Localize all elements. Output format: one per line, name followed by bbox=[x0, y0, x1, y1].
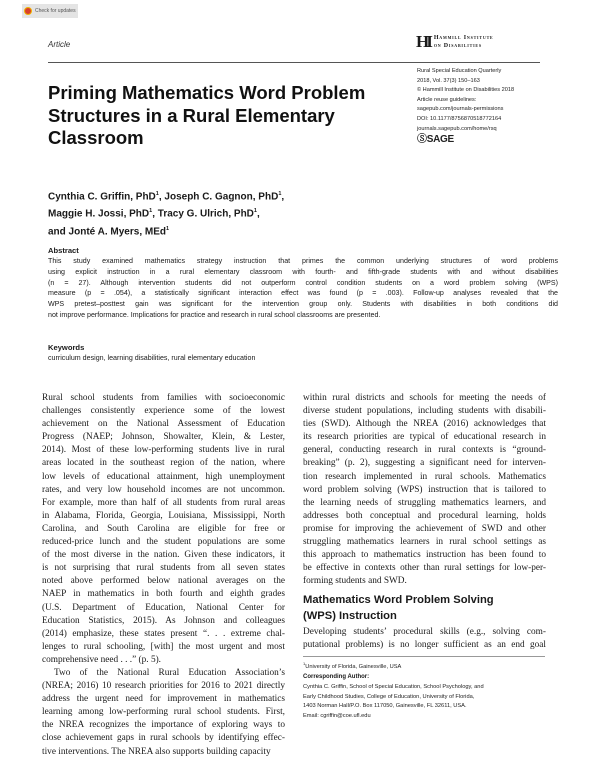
abstract-line: not improve performance. Implications for practice and research in rural school classrooms are presented. bbox=[48, 310, 381, 319]
body-line: word problem solving (WPS) instruction that is tailored to bbox=[303, 484, 546, 495]
body-line: forming students and SWD. bbox=[303, 576, 407, 587]
corresponding-author-details bbox=[303, 683, 484, 722]
body-line: (NREA; 2016) 10 research priorities for 2016 to 2021 directly bbox=[42, 681, 285, 692]
section-heading bbox=[303, 593, 553, 624]
body-line: in Alabama, Florida, Georgia, Louisiana, Mississippi, North bbox=[42, 510, 285, 521]
keywords-heading: Keywords bbox=[48, 343, 85, 352]
body-line: within rural districts and schools for meeting the needs of bbox=[303, 393, 546, 403]
corresponding-email[interactable]: Email: cgriffin@coe.ufl.edu bbox=[303, 713, 371, 720]
author-name: Tracy G. Ulrich, PhD bbox=[157, 208, 254, 220]
section-body bbox=[303, 626, 546, 652]
journal-volume: 2018, Vol. 37(3) 150–163 bbox=[417, 77, 480, 84]
article-title bbox=[48, 82, 378, 150]
body-line: challenges consistently experience some of the lowest bbox=[42, 406, 285, 417]
body-line: of the most diverse in the nation. Given these indicators, it bbox=[42, 550, 285, 561]
body-line: learning among low-performing rural school students. First, bbox=[42, 707, 285, 718]
hammill-institute-logo bbox=[416, 33, 494, 50]
body-line: be effective in contexts other than rural settings for low-per- bbox=[303, 563, 546, 574]
body-line: low levels of educational attainment, high unemployment bbox=[42, 471, 285, 482]
reuse-label: Article reuse guidelines: bbox=[417, 96, 477, 103]
article-type-label: Article bbox=[48, 40, 71, 49]
sage-logo: ⓈSAGE bbox=[417, 134, 454, 146]
corresponding-line: Early Childhood Studies, College of Education, University of Florida, bbox=[303, 693, 475, 700]
author-name: Cynthia C. Griffin, PhD bbox=[48, 191, 156, 203]
body-line: lenges to rural schooling, [with] the most urgent and most bbox=[42, 641, 285, 652]
abstract-line: This study examined mathematics strategy instruction that primes the common underlying structures of word problems bbox=[48, 257, 558, 265]
journal-name: Rural Special Education Quarterly bbox=[417, 68, 502, 74]
hi-logo-mark: HI bbox=[416, 32, 430, 51]
affiliation-footnote: $^1$University of Florida, Gainesville, USA bbox=[303, 661, 402, 670]
title-line: Classroom bbox=[48, 127, 144, 148]
body-line: tive interventions. The NREA also supports building capacity bbox=[42, 746, 271, 757]
body-line: Developing students’ procedural skills (e.g., solving com- bbox=[303, 627, 546, 637]
section-heading-line: Mathematics Word Problem Solving bbox=[303, 594, 494, 606]
body-line: is not surprising that rural students from all seven states bbox=[42, 563, 285, 574]
body-line: Rural school students from families with socioeconomic bbox=[42, 393, 285, 403]
section-heading-line: (WPS) Instruction bbox=[303, 609, 397, 622]
body-line: diverse student populations, including students with disabili- bbox=[303, 406, 546, 417]
body-line: For example, more than half of all students from rural areas bbox=[42, 497, 285, 508]
body-line: achievement on the National Assessment of Education bbox=[42, 419, 285, 430]
abstract-line: using explicit instruction in a rural elementary classroom with fourth- and fifth-grade students with and without disabilities bbox=[48, 267, 558, 276]
body-line: Progress (NAEP; Johnson, Showalter, Klein, & Lester, bbox=[42, 432, 285, 443]
body-line: close achievement gaps in rural schools by identifying effec- bbox=[42, 733, 285, 744]
permissions-link[interactable]: sagepub.com/journals-permissions bbox=[417, 106, 504, 113]
journal-meta bbox=[417, 67, 514, 145]
title-line: Priming Mathematics Word Problem bbox=[48, 82, 366, 103]
body-line: Two of the National Rural Education Association’s bbox=[54, 667, 285, 678]
body-line: its research priorities are typical of educational research in bbox=[303, 432, 546, 443]
update-icon bbox=[24, 7, 32, 15]
body-line: Carolina, and South Carolina are eligible for free or bbox=[42, 523, 285, 534]
copyright: © Hammill Institute on Disabilities 2018 bbox=[417, 87, 515, 94]
abstract-line: measure (p = .054), a statistically significant interaction effect was found (p = .003). Follow-up analyses revealed that the bbox=[48, 289, 558, 298]
body-line: NAEP in mathematics in both fourth and eighth grades bbox=[42, 589, 285, 600]
body-line: general, conducting research in rural contexts is “ground- bbox=[303, 445, 546, 456]
body-column-left bbox=[42, 392, 285, 759]
author-name: Maggie H. Jossi, PhD bbox=[48, 208, 150, 220]
body-line: reduced-price lunch and the student populations are some bbox=[42, 537, 285, 548]
corresponding-line: 1403 Norman Hall/P.O. Box 117050, Gainesville, FL 32611, USA. bbox=[303, 703, 467, 710]
body-line: Education Statistics, 2015). As Johnson and colleagues bbox=[42, 615, 285, 626]
body-line: promise for improving the achievement of SWD and other bbox=[303, 523, 546, 534]
body-line: breaking” (p. 2), suggesting a significant need for interven- bbox=[303, 458, 546, 469]
journal-link[interactable]: journals.sagepub.com/home/rsq bbox=[417, 125, 497, 132]
body-line: addresses both conceptual and procedural learning, holds bbox=[303, 510, 546, 521]
body-line: (U.S. Department of Education, National Center for bbox=[42, 602, 285, 613]
body-line: rates, and very low household incomes are not uncommon. bbox=[42, 484, 285, 495]
body-column-right bbox=[303, 392, 546, 588]
body-line: address the urgent need for improvement in mathematics bbox=[42, 694, 285, 705]
body-line: areas located in the southeast region of the nation, where bbox=[42, 458, 285, 469]
keywords-text: curriculum design, learning disabilities, rural elementary education bbox=[48, 354, 256, 362]
footnote-rule bbox=[303, 656, 545, 657]
logo-line-2: on Disabilities bbox=[433, 42, 482, 49]
check-for-updates-badge[interactable] bbox=[22, 4, 78, 18]
body-line: the NREA recognizes the importance of exploring ways to bbox=[42, 720, 285, 731]
abstract-line: (n = 27). Although intervention students did not outperform control condition students on a word problem solving (WPS) bbox=[48, 278, 558, 287]
body-line: ties (SWD). Although the NREA (2016) acknowledges that bbox=[303, 419, 546, 430]
author-list: Cynthia C. Griffin, PhD$^1$, Joseph C. Gagnon, PhD$^1$, Maggie H. Jossi, PhD$^1$, Tracy G. Ulrich, PhD$^1$, and Jonté A. Myers, MEd$^1$ bbox=[48, 191, 285, 237]
header-rule bbox=[48, 62, 540, 63]
corresponding-author-heading: Corresponding Author: bbox=[303, 674, 370, 680]
abstract-line: WPS pretest–posttest gain was significant for the intervention group only. Students with disabilities in both conditions did bbox=[48, 300, 558, 309]
body-line: noted above performed below national averages on the bbox=[42, 576, 285, 587]
body-line: comprehensive need . . .” (p. 5). bbox=[42, 654, 162, 665]
body-line: the learning needs of struggling mathematics learners, and bbox=[303, 497, 546, 508]
doi[interactable]: DOI: 10.1177/8756870518772164 bbox=[417, 115, 502, 122]
body-line: (2014) emphasize, these states present “. . . extreme chal- bbox=[42, 628, 285, 639]
check-for-updates-label: Check for updates bbox=[35, 8, 76, 14]
body-line: tion research implemented in rural schools. Mathematics bbox=[303, 471, 546, 482]
body-line: struggling mathematics learners in rural school settings as bbox=[303, 537, 546, 548]
corresponding-line: Cynthia C. Griffin, School of Special Education, School Psychology, and bbox=[303, 684, 484, 690]
abstract-heading: Abstract bbox=[48, 246, 79, 255]
author-name: and Jonté A. Myers, MEd bbox=[48, 225, 166, 237]
logo-line-1: Hammill Institute bbox=[433, 34, 494, 41]
author-name: Joseph C. Gagnon, PhD bbox=[164, 191, 279, 203]
body-line: this approach to mathematics instruction has been found to bbox=[303, 550, 546, 561]
body-line: 2014). Most of these low-performing students live in rural bbox=[42, 445, 285, 456]
body-line: putational problems) is no longer sufficient as an end goal bbox=[303, 640, 546, 651]
abstract-text bbox=[48, 256, 558, 321]
title-line: Structures in a Rural Elementary bbox=[48, 104, 335, 126]
